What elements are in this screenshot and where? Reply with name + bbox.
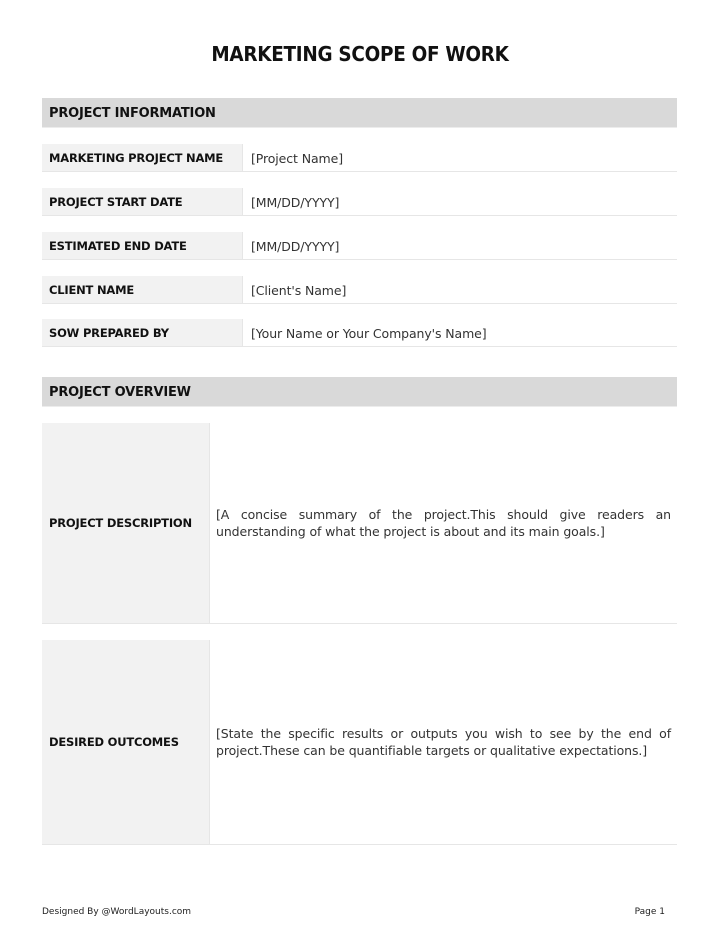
info-label: SOW PREPARED BY <box>49 326 169 340</box>
info-label: PROJECT START DATE <box>49 195 183 209</box>
section-header-project-information <box>42 98 677 128</box>
desired-outcomes-field[interactable] <box>216 640 671 844</box>
overview-label-cell <box>42 640 210 844</box>
end-date-field[interactable]: [MM/DD/YYYY] <box>251 239 340 254</box>
info-row-client-name <box>42 276 677 304</box>
section-header-label: PROJECT OVERVIEW <box>49 385 191 400</box>
page-number: Page 1 <box>634 907 665 917</box>
info-label: CLIENT NAME <box>49 283 134 297</box>
start-date-field[interactable]: [MM/DD/YYYY] <box>251 195 340 210</box>
overview-row-desired-outcomes <box>42 640 677 845</box>
info-row-marketing-project-name <box>42 144 677 172</box>
section-header-project-overview <box>42 377 677 407</box>
info-label: ESTIMATED END DATE <box>49 239 187 253</box>
footer-credit: Designed By @WordLayouts.com <box>42 907 192 917</box>
prepared-by-field[interactable]: [Your Name or Your Company's Name] <box>251 326 487 341</box>
overview-label-cell <box>42 423 210 623</box>
project-description-field[interactable] <box>216 423 671 623</box>
info-row-sow-prepared-by <box>42 319 677 347</box>
info-label-cell <box>42 276 243 303</box>
overview-label: DESIRED OUTCOMES <box>49 735 179 749</box>
overview-row-project-description <box>42 423 677 624</box>
section-header-label: PROJECT INFORMATION <box>49 106 216 121</box>
info-row-estimated-end-date <box>42 232 677 260</box>
info-label-cell <box>42 232 243 259</box>
info-row-project-start-date <box>42 188 677 216</box>
info-label-cell <box>42 188 243 215</box>
document-title: MARKETING SCOPE OF WORK <box>211 42 509 66</box>
info-label-cell <box>42 319 243 346</box>
overview-value: [State the specific results or outputs you wish to see by the end of project.These can be quantifiable targets or qualitative expectations.] <box>216 726 671 758</box>
project-name-field[interactable]: [Project Name] <box>251 151 343 166</box>
info-label: MARKETING PROJECT NAME <box>49 151 224 165</box>
overview-label: PROJECT DESCRIPTION <box>49 516 192 530</box>
client-name-field[interactable]: [Client's Name] <box>251 283 347 298</box>
overview-value: [A concise summary of the project.This should give readers an understanding of what the project is about and its main goals.] <box>216 507 671 539</box>
info-label-cell <box>42 144 243 171</box>
